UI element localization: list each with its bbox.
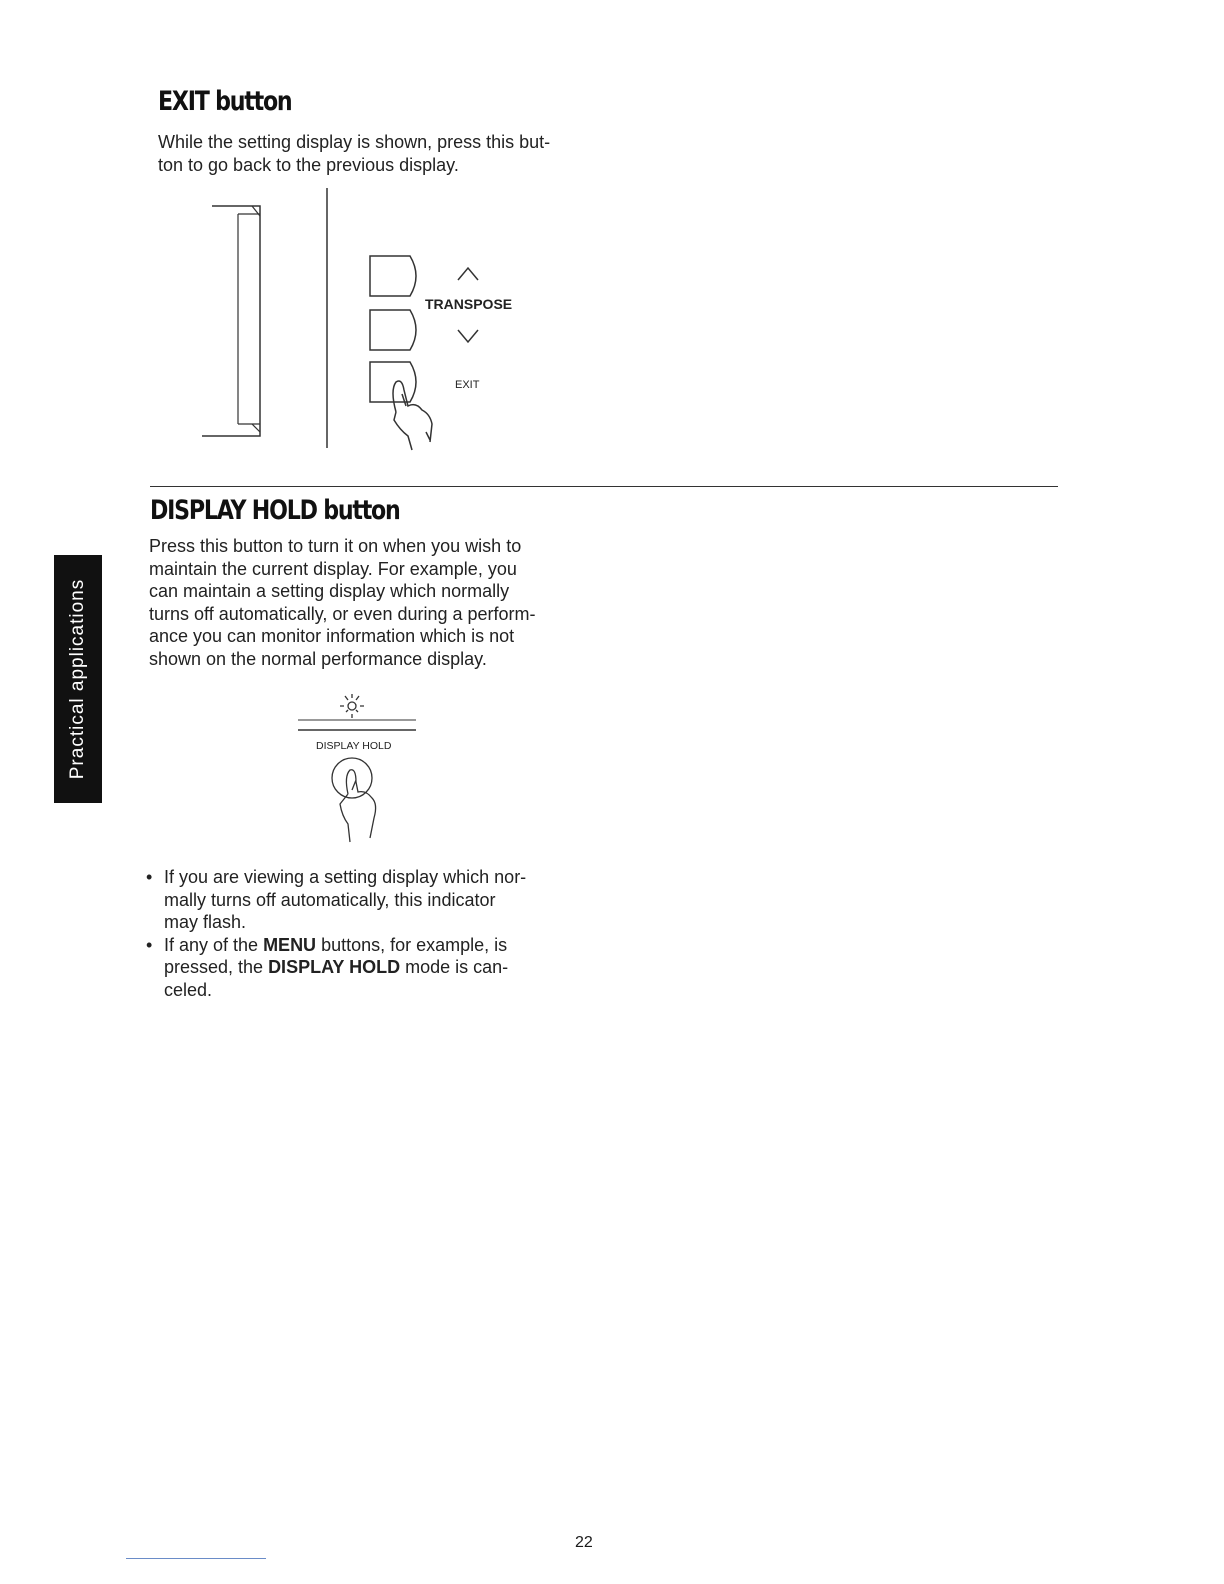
bullet-line: mally turns off automatically, this indicator	[164, 889, 496, 910]
display-hold-keyword: DISPLAY HOLD	[268, 957, 401, 977]
display-hold-label: DISPLAY HOLD	[316, 740, 392, 752]
indicator-light-icon	[340, 694, 364, 718]
display-hold-section-heading: DISPLAY HOLD button	[150, 495, 400, 526]
transpose-up-button-graphic	[370, 256, 416, 296]
footer-rule	[126, 1558, 266, 1559]
side-tab-label: Practical applications	[67, 578, 88, 780]
display-hold-body	[149, 535, 589, 670]
exit-button-diagram	[190, 180, 550, 460]
exit-section-body	[158, 131, 598, 176]
bullet-text: pressed, the	[164, 957, 269, 977]
display-hold-body-line: can maintain a setting display which normally	[149, 581, 510, 601]
exit-label: EXIT	[455, 379, 480, 391]
page-number: 22	[575, 1534, 593, 1551]
bullet-line	[164, 934, 586, 957]
down-arrow-icon	[458, 330, 478, 342]
exit-section-heading: EXIT button	[158, 86, 292, 117]
side-tab	[54, 555, 102, 803]
exit-body-line-1: While the setting display is shown, press this but-	[158, 132, 551, 152]
section-divider	[150, 486, 1058, 487]
display-hold-body-line: Press this button to turn it on when you wish to	[149, 536, 522, 556]
bullet-line: may flash.	[164, 912, 247, 932]
display-hold-diagram	[290, 686, 430, 850]
panel-edge-graphic	[202, 206, 260, 436]
bullet-text: mode is can-	[400, 957, 509, 977]
transpose-label: TRANSPOSE	[425, 296, 513, 312]
bullet-text: If any of the	[164, 934, 264, 955]
display-hold-body-line: turns off automatically, or even during a perform-	[149, 603, 536, 624]
list-item	[146, 934, 586, 1002]
bullet-line: celed.	[164, 979, 213, 1000]
list-item	[146, 866, 586, 934]
menu-keyword: MENU	[263, 934, 317, 955]
exit-body-line-2: ton to go back to the previous display.	[158, 154, 459, 175]
bullet-line: If you are viewing a setting display which nor-	[164, 867, 527, 887]
bullet-line	[164, 956, 586, 979]
pressing-hand-icon	[393, 381, 432, 450]
transpose-down-button-graphic	[370, 310, 416, 350]
bullet-icon: •	[146, 934, 153, 955]
pressing-hand-icon	[340, 770, 376, 842]
bullet-icon: •	[146, 867, 153, 887]
bullet-text: buttons, for example, is	[316, 934, 508, 955]
display-hold-body-line: maintain the current display. For example, you	[149, 558, 517, 579]
display-hold-body-line: shown on the normal performance display.	[149, 648, 487, 669]
notes-list	[146, 866, 586, 1001]
display-hold-body-line: ance you can monitor information which is not	[149, 626, 515, 646]
up-arrow-icon	[458, 268, 478, 280]
